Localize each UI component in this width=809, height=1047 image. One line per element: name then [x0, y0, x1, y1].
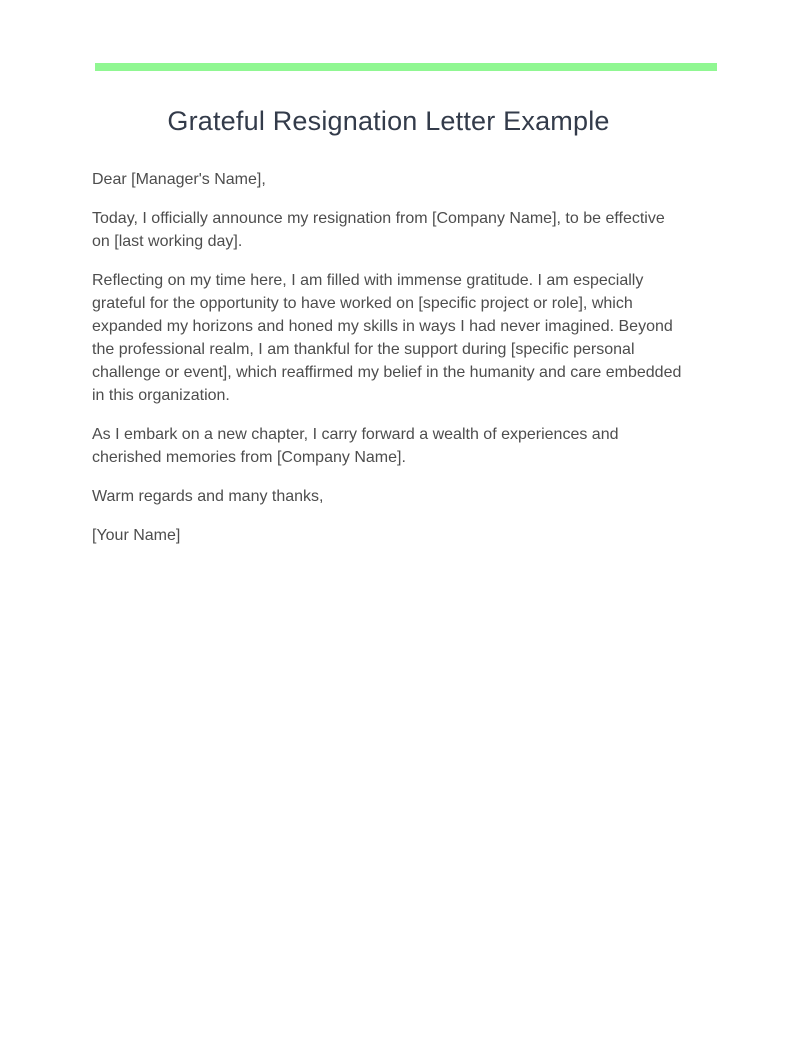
page-title: Grateful Resignation Letter Example — [167, 106, 610, 136]
letter-body — [92, 168, 685, 547]
letter-content — [92, 104, 685, 563]
body-paragraph-gratitude: Reflecting on my time here, I am filled with immense gratitude. I am especially grateful for the opportunity to have worked on [specific project or role], which expanded my horizons and honed my skills in ways I had never imagined. Beyond the professional realm, I am thankful for the support during [specific personal challenge or event], which reaffirmed my belief in the humanity and care embedded in this organization. — [92, 272, 682, 404]
body-paragraph-announcement: Today, I officially announce my resignation from [Company Name], to be effective on [last working day]. — [92, 210, 665, 250]
signature: [Your Name] — [92, 527, 181, 544]
body-paragraph-new-chapter: As I embark on a new chapter, I carry forward a wealth of experiences and cherished memories from [Company Name]. — [92, 426, 619, 466]
salutation: Dear [Manager's Name], — [92, 171, 266, 188]
closing: Warm regards and many thanks, — [92, 488, 324, 505]
accent-bar — [95, 63, 717, 71]
